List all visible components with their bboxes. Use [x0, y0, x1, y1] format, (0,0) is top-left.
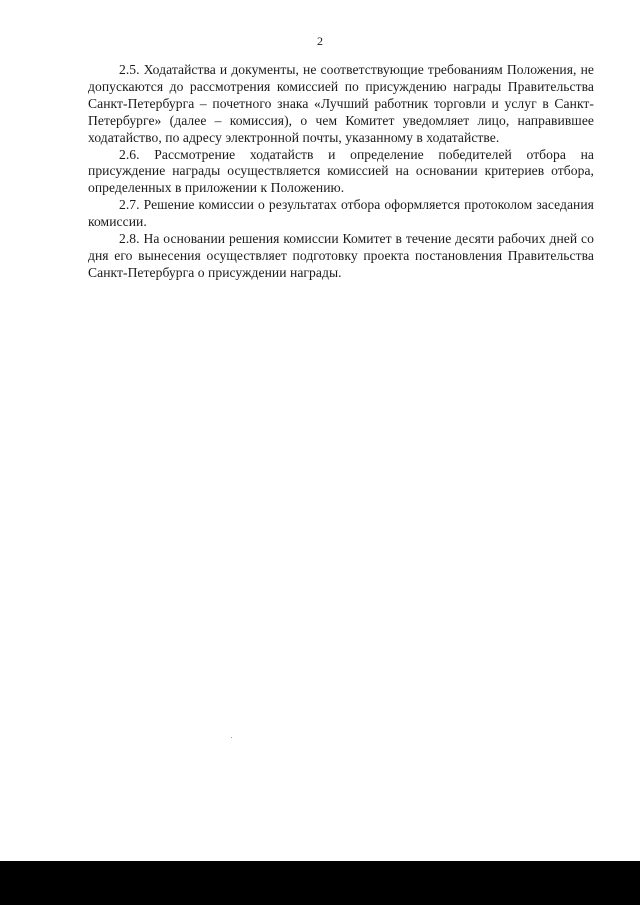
scan-speck: [231, 737, 232, 738]
paragraph-2-5: 2.5. Ходатайства и документы, не соответствующие требованиям Положения, не допускаются до рассмотрения комиссией по присуждению награды Правительства Санкт-Петербурга – почетного знака «Лучший работник торговли и услуг в Санкт-Петербурге» (далее – комиссия), о чем Комитет уведомляет лицо, направившее ходатайство, по адресу электронной почты, указанному в ходатайстве.: [88, 62, 594, 145]
paragraph-2-6: 2.6. Рассмотрение ходатайств и определение победителей отбора на присуждение награды осуществляется комиссией на основании критериев отбора, определенных в приложении к Положению.: [88, 146, 594, 196]
scan-bottom-edge: [0, 861, 640, 905]
page-number: 2: [317, 34, 323, 48]
paragraph-2-8: 2.8. На основании решения комиссии Комитет в течение десяти рабочих дней со дня его вынесения осуществляет подготовку проекта постановления Правительства Санкт-Петербурга о присуждении награды.: [88, 231, 594, 280]
paragraph-2-7: 2.7. Решение комиссии о результатах отбора оформляется протоколом заседания комиссии.: [88, 197, 594, 230]
document-body: [88, 62, 594, 282]
